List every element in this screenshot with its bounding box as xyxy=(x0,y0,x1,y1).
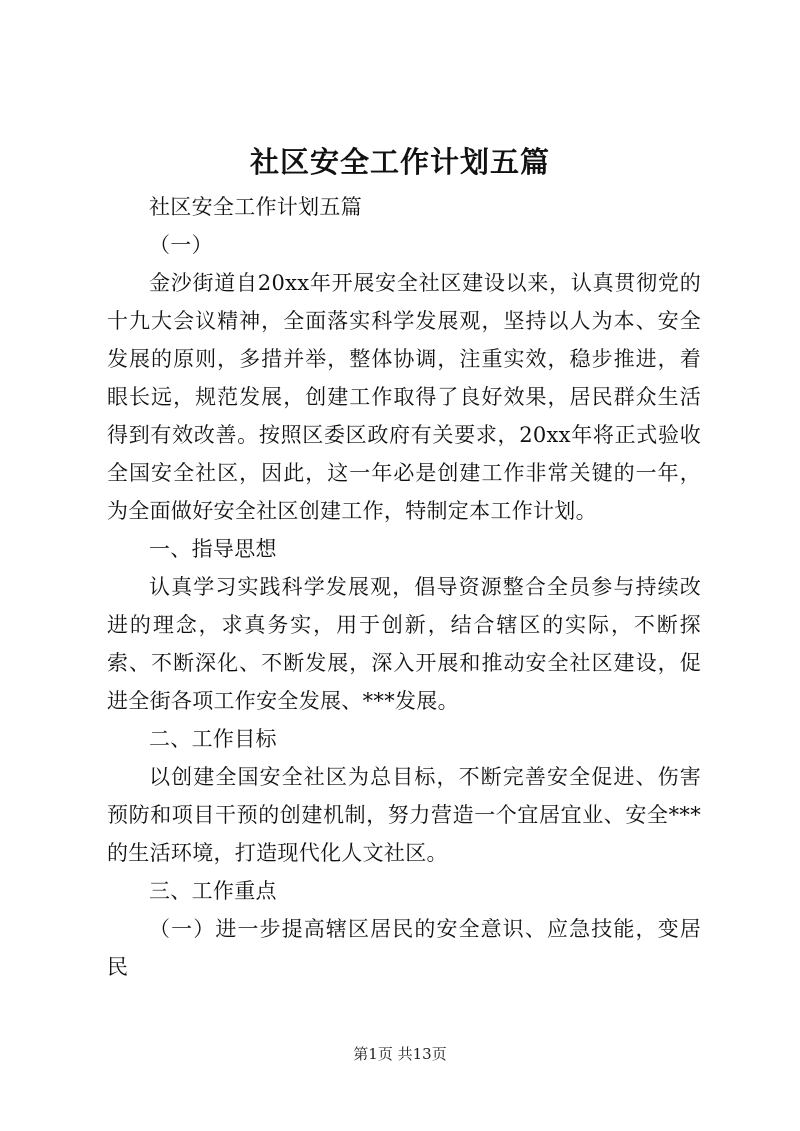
paragraph-section-number: （一） xyxy=(149,233,213,257)
document-title: 社区安全工作计划五篇 xyxy=(249,145,550,179)
paragraph-intro: 金沙街道自20xx年开展安全社区建设以来，认真贯彻党的十九大会议精神，全面落实科学发展观，坚持以人为本、安全发展的原则，多措并举，整体协调，注重实效，稳步推进，着眼长远，规范发展，创建工作取得了良好效果，居民群众生活得到有效改善。按照区委区政府有关要求，20xx年将正式验收全国安全社区，因此，这一年必是创建工作非常关键的一年，为全面做好安全社区创建工作，特制定本工作计划。 xyxy=(107,271,701,523)
paragraph-work-focus-1: （一）进一步提高辖区居民的安全意识、应急技能，变居民 xyxy=(107,917,701,979)
paragraph-subtitle: 社区安全工作计划五篇 xyxy=(149,195,362,219)
paragraph-work-goals: 以创建全国安全社区为总目标，不断完善安全促进、伤害预防和项目干预的创建机制，努力营造一个宜居宜业、安全***的生活环境，打造现代化人文社区。 xyxy=(107,765,701,865)
document-body xyxy=(107,188,701,986)
heading-work-focus: 三、工作重点 xyxy=(149,879,277,903)
page-footer: 第1页 共13页 xyxy=(353,1045,447,1063)
heading-guiding-thought: 一、指导思想 xyxy=(149,537,277,561)
paragraph-guiding-thought: 认真学习实践科学发展观，倡导资源整合全员参与持续改进的理念，求真务实，用于创新，结合辖区的实际，不断探索、不断深化、不断发展，深入开展和推动安全社区建设，促进全街各项工作安全发展、***发展。 xyxy=(107,575,701,713)
heading-work-goals: 二、工作目标 xyxy=(149,727,277,751)
